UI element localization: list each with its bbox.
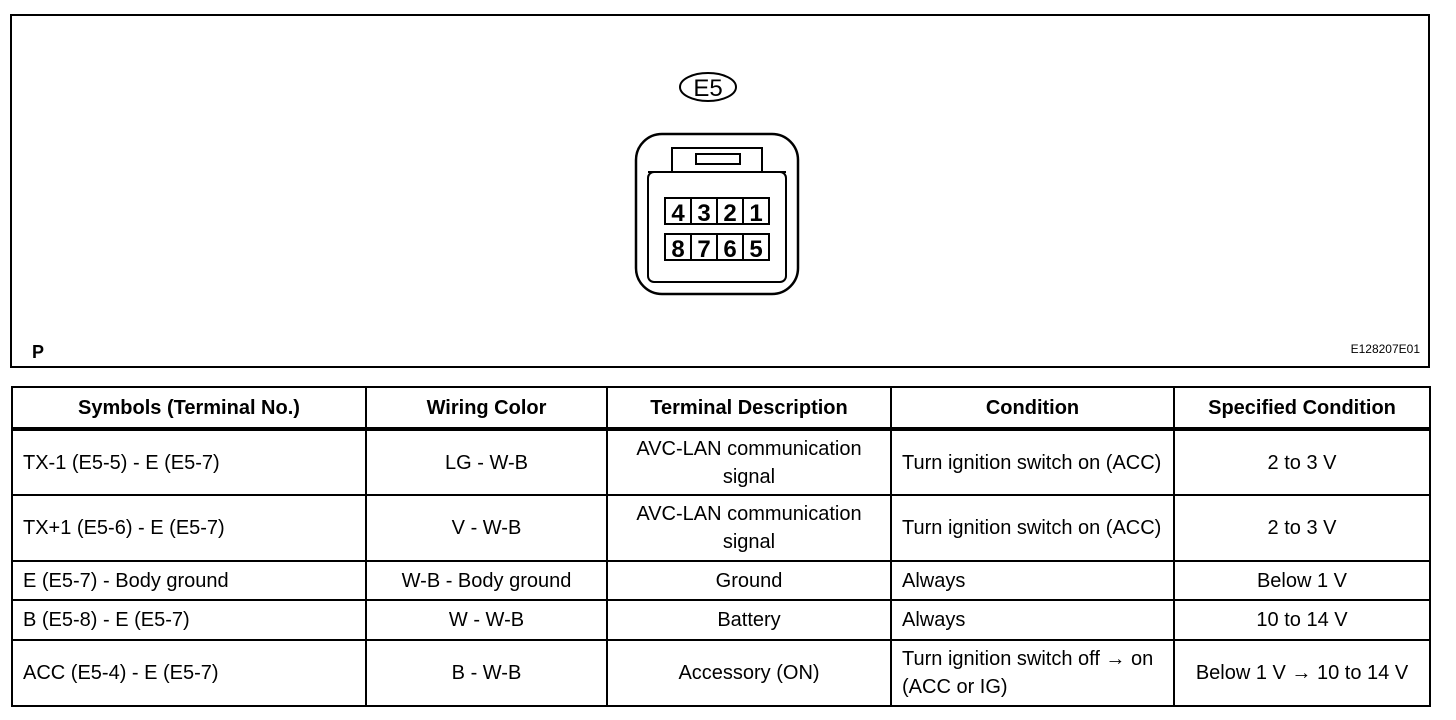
cell-description: AVC-LAN communication signal (607, 495, 891, 561)
cell-wiring: B - W-B (366, 640, 607, 706)
cell-condition: Always (891, 561, 1174, 600)
header-symbols: Symbols (Terminal No.) (12, 387, 366, 429)
corner-code: P (32, 342, 45, 362)
figure-id: E128207E01 (1350, 342, 1420, 356)
pin-4: 4 (671, 200, 685, 227)
cell-specified: 2 to 3 V (1174, 495, 1430, 561)
pin-7: 7 (697, 236, 711, 263)
table-row (12, 600, 1430, 640)
cell-specified: 2 to 3 V (1174, 429, 1430, 495)
pin-2: 2 (723, 200, 737, 227)
cell-wiring: V - W-B (366, 495, 607, 561)
pin-6: 6 (723, 236, 737, 263)
cell-symbols: TX+1 (E5-6) - E (E5-7) (12, 495, 366, 561)
cell-symbols: E (E5-7) - Body ground (12, 561, 366, 600)
connector-label: E5 (693, 75, 723, 102)
cell-symbols: ACC (E5-4) - E (E5-7) (12, 640, 366, 706)
pin-row-bottom (665, 234, 769, 263)
cell-specified: Below 1 V (1174, 561, 1430, 600)
cell-specified: Below 1 V → 10 to 14 V (1174, 640, 1430, 706)
spec-table (11, 386, 1431, 707)
table-header-row (12, 387, 1430, 429)
pin-3: 3 (697, 200, 711, 227)
cell-description: Battery (607, 600, 891, 640)
cell-symbols: B (E5-8) - E (E5-7) (12, 600, 366, 640)
cell-condition: Always (891, 600, 1174, 640)
cell-symbols: TX-1 (E5-5) - E (E5-7) (12, 429, 366, 495)
cell-description: AVC-LAN communication signal (607, 429, 891, 495)
pin-5: 5 (749, 236, 763, 263)
header-terminal-description: Terminal Description (607, 387, 891, 429)
header-specified-condition: Specified Condition (1174, 387, 1430, 429)
cell-wiring: W - W-B (366, 600, 607, 640)
cell-condition: Turn ignition switch on (ACC) (891, 495, 1174, 561)
cell-condition: Turn ignition switch on (ACC) (891, 429, 1174, 495)
cell-description: Ground (607, 561, 891, 600)
cell-condition: Turn ignition switch off → on (ACC or IG) (891, 640, 1174, 706)
connector-drawing (12, 16, 1428, 366)
table-row (12, 495, 1430, 561)
table-row (12, 640, 1430, 706)
cell-description: Accessory (ON) (607, 640, 891, 706)
cell-specified: 10 to 14 V (1174, 600, 1430, 640)
pin-row-top (665, 198, 769, 227)
cell-wiring: W-B - Body ground (366, 561, 607, 600)
table-row (12, 429, 1430, 495)
table-row (12, 561, 1430, 600)
pin-8: 8 (671, 236, 685, 263)
pin-1: 1 (749, 200, 763, 227)
header-wiring-color: Wiring Color (366, 387, 607, 429)
cell-wiring: LG - W-B (366, 429, 607, 495)
connector-latch-tab (696, 154, 740, 164)
header-condition: Condition (891, 387, 1174, 429)
connector-diagram (10, 14, 1430, 368)
